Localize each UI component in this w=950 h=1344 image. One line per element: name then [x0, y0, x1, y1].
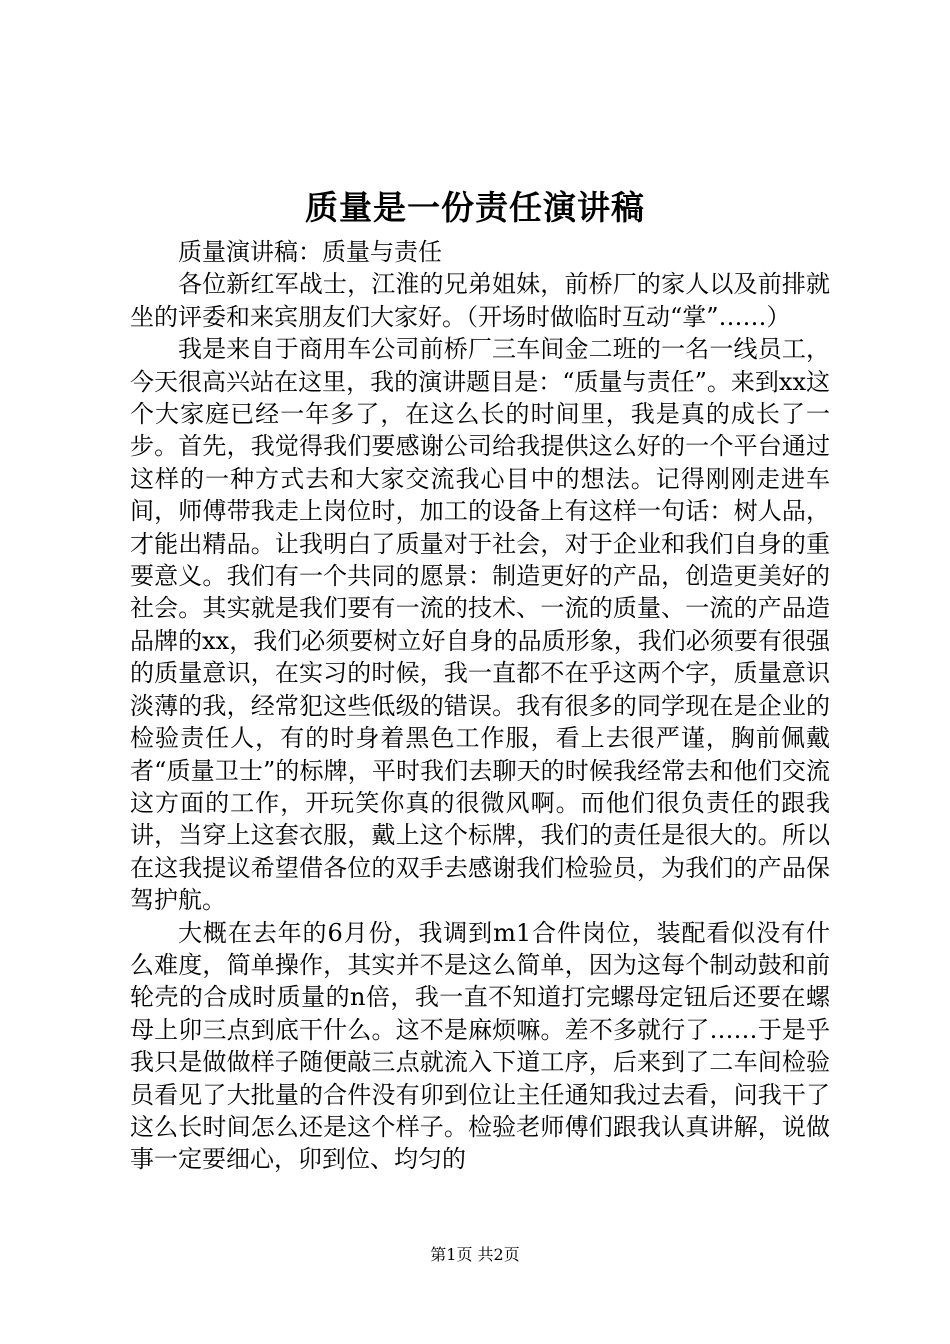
paragraph-subtitle: 质量演讲稿：质量与责任 [178, 238, 442, 266]
page-footer: 第1页 共2页 [430, 1245, 520, 1264]
paragraph-introduction: 我是来自于商用车公司前桥厂三车间金二班的一名一线员工，今天很高兴站在这里，我的演讲题目是：“质量与责任”。来到xx这个大家庭已经一年多了，在这么长的时间里，我是真的成长了一步。首先，我觉得我们要感谢公司给我提供这么好的一个平台通过这样的一种方式去和大家交流我心目中的想法。记得刚刚走进车间，师傅带我走上岗位时，加工的设备上有这样一句话：树人品，才能出精品。让我明白了质量对于社会，对于企业和我们自身的重要意义。我们有一个共同的愿景：制造更好的产品，创造更美好的社会。其实就是我们要有一流的技术、一流的质量、一流的产品造品牌的xx，我们必须要树立好自身的品质形象，我们必须要有很强的质量意识，在实习的时候，我一直都不在乎这两个字，质量意识淡薄的我，经常犯这些低级的错误。我有很多的同学现在是企业的检验责任人，有的时身着黑色工作服，看上去很严谨，胸前佩戴者“质量卫士”的标牌，平时我们去聊天的时候我经常去和他们交流这方面的工作，开玩笑你真的很微风啊。而他们很负责任的跟我讲，当穿上这套衣服，戴上这个标牌，我们的责任是很大的。所以在这我提议希望借各位的双手去感谢我们检验员，为我们的产品保驾护航。 [130, 335, 830, 915]
paragraph-story: 大概在去年的6月份，我调到m1合件岗位，装配看似没有什么难度，简单操作，其实并不是这么简单，因为这每个制动鼓和前轮壳的合成时质量的n倍，我一直不知道打完螺母定钮后还要在螺母上卯三点到底干什么。这不是麻烦嘛。差不多就行了……于是乎我只是做做样子随便敲三点就流入下道工序，后来到了二车间检验员看见了大批量的合件没有卯到位让主任通知我过去看，问我干了这么长时间怎么还是这个样子。检验老师傅们跟我认真讲解，说做事一定要细心，卯到位、均匀的 [130, 918, 830, 1174]
document-title: 质量是一份责任演讲稿 [305, 188, 645, 227]
document-body [130, 236, 830, 1176]
paragraph-greeting: 各位新红军战士，江淮的兄弟姐妹，前桥厂的家人以及前排就坐的评委和来宾朋友们大家好。（开场时做临时互动“掌”……） [130, 270, 830, 331]
